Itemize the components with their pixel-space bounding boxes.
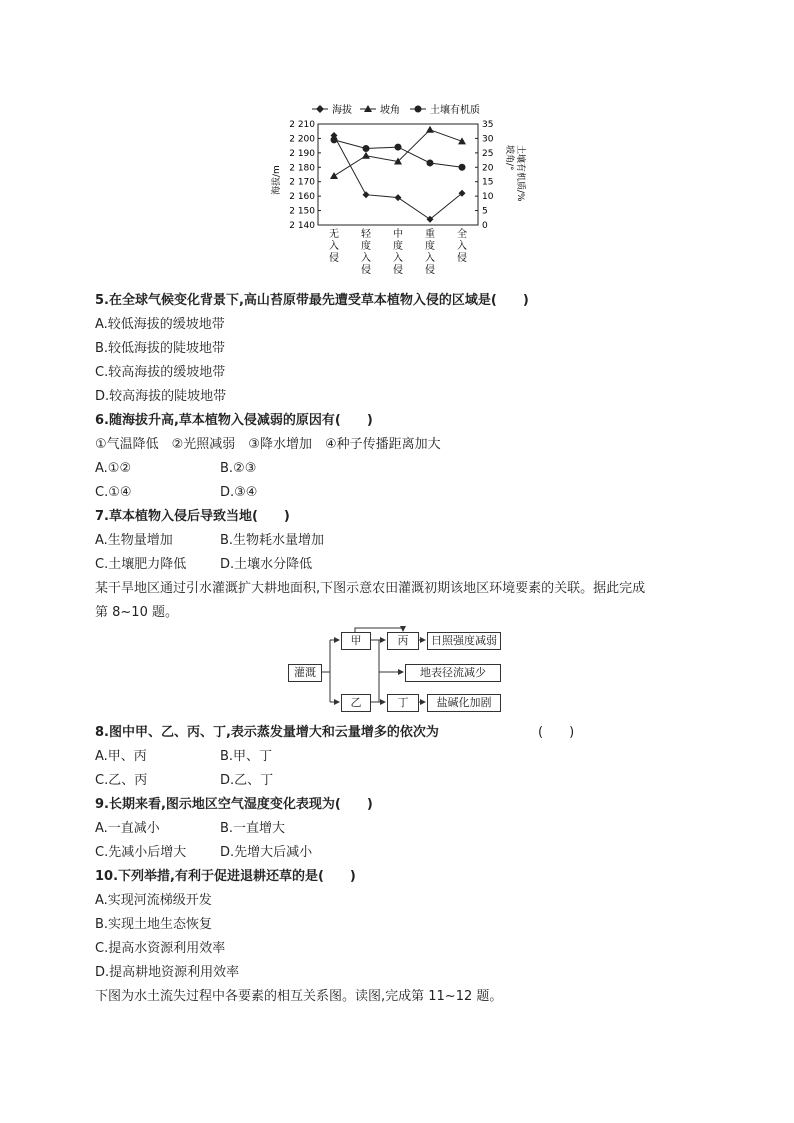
flow-diagram (285, 625, 510, 715)
legend-diamond-icon (316, 105, 324, 113)
q6-items: ①气温降低 ②光照减弱 ③降水增加 ④种子传播距离加大 (95, 437, 441, 452)
y-left-tick-label: 2 150 (289, 206, 315, 217)
x-categories (329, 227, 467, 276)
x-category-char: 重 (425, 229, 435, 240)
legend-elevation: 海拔 (332, 105, 352, 116)
q5-option-c: C.较高海拔的缓坡地带 (95, 365, 226, 380)
q9-option-a: A.一直减小 (95, 821, 160, 836)
y-right-tick-label: 30 (482, 134, 494, 145)
q6-option-b: B.②③ (220, 461, 257, 476)
q8-option-b: B.甲、丁 (220, 749, 273, 764)
box-sunlight: 日照强度减弱 (427, 632, 501, 650)
x-category-char: 中 (393, 229, 403, 240)
y-right-tick-label: 15 (482, 177, 494, 188)
q8-option-a: A.甲、丙 (95, 749, 147, 764)
chart-series (330, 126, 466, 223)
y-right-label-slope: 坡角/° (504, 145, 514, 171)
y-right-tick-label: 5 (482, 206, 488, 217)
box-bing: 丙 (387, 632, 419, 650)
y-right-tick-label: 20 (482, 163, 494, 174)
x-category-char: 入 (393, 253, 403, 264)
y-right-tick-label: 25 (482, 148, 494, 159)
point-triangle (426, 126, 434, 133)
series-line-triangle (334, 130, 462, 176)
x-category-char: 轻 (361, 229, 371, 240)
y-left-tick-label: 2 200 (289, 134, 315, 145)
q10-option-d: D.提高耕地资源利用效率 (95, 965, 240, 980)
point-diamond (363, 191, 370, 198)
q8-option-c: C.乙、丙 (95, 773, 148, 788)
box-salinization: 盐碱化加剧 (427, 694, 501, 712)
x-category-char: 全 (457, 229, 467, 240)
x-category-char: 入 (361, 253, 371, 264)
q9-option-b: B.一直增大 (220, 821, 286, 836)
x-category-char: 度 (425, 241, 435, 252)
q5-option-b: B.较低海拔的陡坡地带 (95, 341, 226, 356)
legend-circle-icon (415, 106, 422, 113)
y-right-tick-label: 0 (482, 221, 488, 231)
point-circle (363, 145, 370, 152)
y-right-tick-label: 35 (482, 120, 494, 130)
y-left-tick-label: 2 170 (289, 177, 315, 188)
box-runoff: 地表径流减少 (405, 664, 501, 682)
q5-stem: 5.在全球气候变化背景下,高山苔原带最先遭受草本植物入侵的区域是( ) (95, 293, 529, 308)
q6-stem: 6.随海拔升高,草本植物入侵减弱的原因有( ) (95, 413, 373, 428)
q6-option-c: C.①④ (95, 485, 132, 500)
x-category-char: 度 (393, 241, 403, 252)
q9-option-d: D.先增大后减小 (220, 845, 313, 860)
y-left-label: 海拔/m (272, 165, 282, 195)
y-left-tick-label: 2 160 (289, 192, 315, 203)
chart-legend (312, 103, 480, 116)
y-left-ticks (289, 120, 321, 231)
x-category-char: 入 (457, 241, 467, 252)
q10-option-a: A.实现河流梯级开发 (95, 893, 212, 908)
y-left-tick-label: 2 180 (289, 163, 315, 174)
q8-option-d: D.乙、丁 (220, 773, 274, 788)
point-circle (427, 159, 434, 166)
q8-stem: 8.图中甲、乙、丙、丁,表示蒸发量增大和云量增多的依次为 (95, 725, 439, 740)
q7-stem: 7.草本植物入侵后导致当地( ) (95, 509, 290, 524)
q10-option-b: B.实现土地生态恢复 (95, 917, 213, 932)
q9-stem: 9.长期来看,图示地区空气湿度变化表现为( ) (95, 797, 373, 812)
point-circle (395, 144, 402, 151)
y-left-tick-label: 2 190 (289, 148, 315, 159)
x-category-char: 侵 (329, 253, 339, 264)
x-category-char: 侵 (425, 265, 435, 276)
point-triangle (362, 152, 370, 159)
point-circle (331, 136, 338, 143)
point-circle (459, 164, 466, 171)
q6-option-d: D.③④ (220, 485, 258, 500)
q8-paren: ( ) (538, 725, 575, 740)
box-irrigation: 灌溉 (288, 664, 322, 682)
legend-slope: 坡角 (380, 105, 400, 116)
intro-8-10-line2: 第 8~10 题。 (95, 605, 178, 620)
y-right-tick-label: 10 (482, 192, 494, 203)
line-chart (260, 95, 540, 285)
q7-option-c: C.土壤肥力降低 (95, 557, 187, 572)
q7-option-d: D.土壤水分降低 (220, 557, 313, 572)
box-yi: 乙 (341, 694, 371, 712)
x-category-char: 入 (329, 241, 339, 252)
q10-stem: 10.下列举措,有利于促进退耕还草的是( ) (95, 869, 356, 884)
box-ding: 丁 (387, 694, 419, 712)
x-category-char: 侵 (457, 253, 467, 264)
x-category-char: 侵 (393, 265, 403, 276)
y-right-label-organic: 土壤有机质/% (515, 145, 525, 202)
q6-option-a: A.①② (95, 461, 132, 476)
q7-option-a: A.生物量增加 (95, 533, 173, 548)
x-category-char: 侵 (361, 265, 371, 276)
x-category-char: 无 (329, 229, 339, 240)
q5-option-d: D.较高海拔的陡坡地带 (95, 389, 227, 404)
q9-option-c: C.先减小后增大 (95, 845, 187, 860)
intro-8-10-line1: 某干旱地区通过引水灌溉扩大耕地面积,下图示意农田灌溉初期该地区环境要素的关联。据此完成 (95, 581, 646, 596)
y-left-tick-label: 2 140 (289, 221, 315, 231)
q7-option-b: B.生物耗水量增加 (220, 533, 325, 548)
y-left-tick-label: 2 210 (289, 120, 315, 130)
legend-soil-organic: 土壤有机质 (430, 105, 480, 116)
point-triangle (330, 172, 338, 179)
intro-11-12: 下图为水土流失过程中各要素的相互关系图。读图,完成第 11~12 题。 (95, 989, 503, 1004)
x-category-char: 度 (361, 241, 371, 252)
q5-option-a: A.较低海拔的缓坡地带 (95, 317, 225, 332)
x-category-char: 入 (425, 253, 435, 264)
plot-frame (318, 124, 478, 225)
point-diamond (395, 194, 402, 201)
q10-option-c: C.提高水资源利用效率 (95, 941, 226, 956)
box-jia: 甲 (341, 632, 371, 650)
